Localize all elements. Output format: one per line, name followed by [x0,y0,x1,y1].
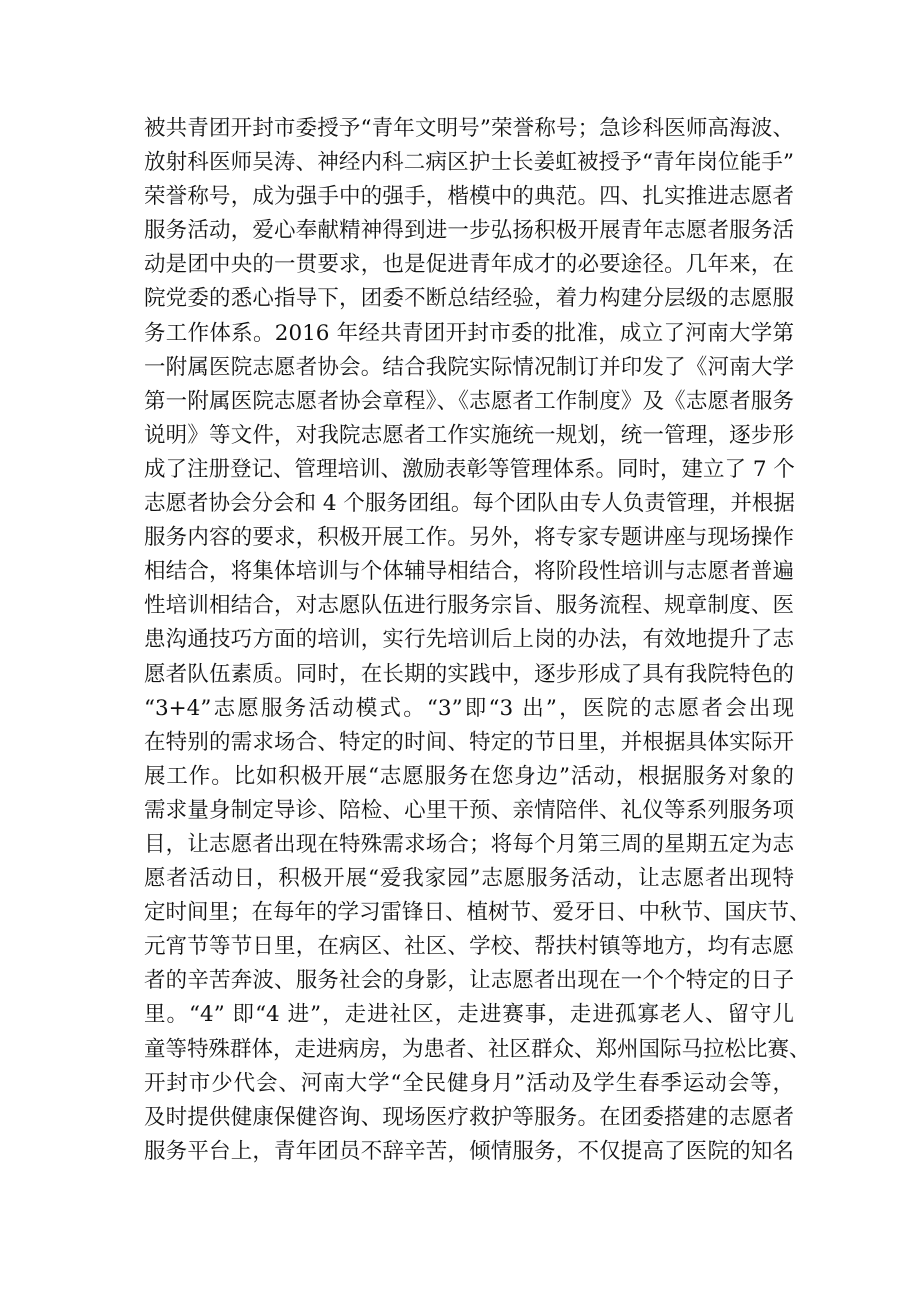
text-line: 展工作。比如积极开展“志愿服务在您身边”活动，根据服务对象的 [144,763,794,789]
text-line: 服务内容的要求，积极开展工作。另外，将专家专题讲座与现场操作 [144,525,794,551]
text-line: 服务活动，爱心奉献精神得到进一步弘扬积极开展青年志愿者服务活 [144,218,794,244]
text-line: 里。“4” 即“4 进”，走进社区，走进赛事，走进孤寡老人、留守儿 [144,1002,794,1028]
text-line: “3+4”志愿服务活动模式。“3”即“3 出”，医院的志愿者会出现 [144,695,794,721]
text-line: 成了注册登记、管理培训、激励表彰等管理体系。同时，建立了 7 个 [144,456,795,482]
text-line: 一附属医院志愿者协会。结合我院实际情况制订并印发了《河南大学 [144,354,794,380]
text-line: 者的辛苦奔波、服务社会的身影，让志愿者出现在一个个特定的日子 [144,968,794,994]
text-line: 开封市少代会、河南大学“全民健身月”活动及学生春季运动会等， [144,1070,794,1096]
text-line: 相结合，将集体培训与个体辅导相结合，将阶段性培训与志愿者普遍 [144,559,794,585]
text-line: 被共青团开封市委授予“青年文明号”荣誉称号；急诊科医师高海波、 [144,116,794,141]
text-line: 务工作体系。2016 年经共青团开封市委的批准，成立了河南大学第 [144,320,794,346]
text-line: 童等特殊群体，走进病房，为患者、社区群众、郑州国际马拉松比赛、 [144,1036,811,1062]
text-line: 动是团中央的一贯要求，也是促进青年成才的必要途径。几年来，在 [144,252,794,278]
text-line: 服务平台上，青年团员不辞辛苦，倾情服务，不仅提高了医院的知名 [144,1138,794,1164]
text-line: 及时提供健康保健咨询、现场医疗救护等服务。在团委搭建的志愿者 [144,1104,794,1130]
text-line: 院党委的悉心指导下，团委不断总结经验，着力构建分层级的志愿服 [144,286,794,312]
text-line: 目，让志愿者出现在特殊需求场合；将每个月第三周的星期五定为志 [144,831,794,857]
text-line: 性培训相结合，对志愿队伍进行服务宗旨、服务流程、规章制度、医 [144,593,794,619]
text-line: 说明》等文件，对我院志愿者工作实施统一规划，统一管理，逐步形 [144,422,794,448]
text-line: 荣誉称号，成为强手中的强手，楷模中的典范。四、扎实推进志愿者 [144,184,794,210]
text-line: 愿者活动日，积极开展“爱我家园”志愿服务活动，让志愿者出现特 [144,866,794,892]
text-line: 定时间里；在每年的学习雷锋日、植树节、爱牙日、中秋节、国庆节、 [144,900,811,926]
body-text [144,112,811,1169]
text-line: 愿者队伍素质。同时，在长期的实践中，逐步形成了具有我院特色的 [144,661,794,687]
text-line: 第一附属医院志愿者协会章程》、《志愿者工作制度》及《志愿者服务 [144,388,794,414]
text-line: 患沟通技巧方面的培训，实行先培训后上岗的办法，有效地提升了志 [144,627,794,653]
text-line: 需求量身制定导诊、陪检、心里干预、亲情陪伴、礼仪等系列服务项 [144,797,794,823]
text-line: 志愿者协会分会和 4 个服务团组。每个团队由专人负责管理，并根据 [144,491,795,517]
text-line: 放射科医师吴涛、神经内科二病区护士长姜虹被授予“青年岗位能手” [144,150,794,176]
text-line: 在特别的需求场合、特定的时间、特定的节日里，并根据具体实际开 [144,729,794,755]
text-line: 元宵节等节日里，在病区、社区、学校、帮扶村镇等地方，均有志愿 [144,934,794,960]
